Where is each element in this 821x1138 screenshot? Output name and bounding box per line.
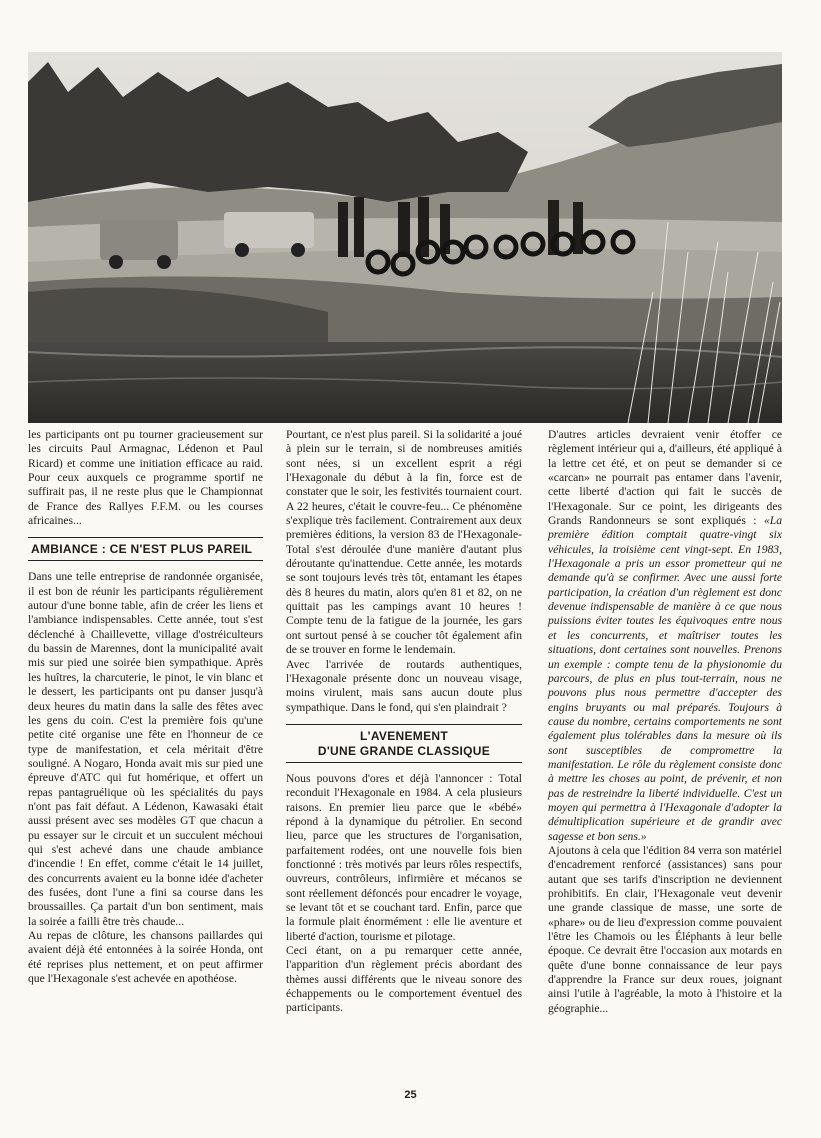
- paragraph: Ajoutons à cela que l'édition 84 verra son matériel d'encadrement renforcé (assistances) sans pour autant que ses tarifs d'inscription ne deviennent prohibitifs. En clair, l'Hexagonale veut devenir une grande classique de masse, une sorte de «phare» ou de lieu d'expression comme pouvaient l'être les Chamois ou les Éléphants à leur belle époque. Ce devrait être l'occasion aux motards en quête d'une bonne connaissance de leur pays d'apprendre la France sur deux roues, joignant ainsi l'utile à l'agréable, la moto à l'histoire et la géographie...: [548, 843, 782, 1015]
- paragraph: Au repas de clôture, les chansons paillardes qui avaient déjà été entonnées à la soirée Honda, ont été reprises plus nettement, et on peut affirmer que l'Hexagonale s'est achevée en apothéose.: [28, 929, 263, 986]
- heading-line: L'AVENEMENT: [360, 728, 448, 743]
- paragraph: Dans une telle entreprise de randonnée organisée, il est bon de réunir les participants régulièrement autour d'une bonne table, afin de créer les liens et l'ambiance indispensables. Cette année, tout s'est déclenché à Chaillevette, village d'ostréiculteurs du bassin de Marennes, dont la municipalité avait mis sur pied une soirée bien sympathique. Après les huîtres, la charcuterie, le pinot, le vin blanc et le dessert, les participants ont pu danser jusqu'à deux heures du matin dans la salle des fêtes avec les gens du coin. C'est la première fois qu'une petite cité organise une fête en l'honneur de ce type de manifestation, et cela méritait d'être souligné. A Nogaro, Honda avait mis sur pied une épreuve d'ATC qui fut homérique, et offert un repas pantagruélique où les spécialités du pays n'ont pas fait défaut. A Lédenon, Kawasaki était aussi présent avec ses modèles GT que chacun a pu essayer sur le circuit et un succulent méchoui qui s'est achevé dans une chaude ambiance d'incendie ! En effet, comme c'était le 14 juillet, des concurrents avaient eu la bonne idée d'acheter des fusées, dont l'une a fini sa course dans les broussailles. Ça partait d'un bon sentiment, mais la soirée a failli être très chaude...: [28, 570, 263, 928]
- paragraph-text: D'autres articles devraient venir étoffer ce règlement intérieur qui a, d'ailleurs, été appliqué à la lettre cet été, et on peut se demander si ce «carcan» ne pourrait pas entamer dans l'avenir, cette liberté d'action qui fait le succès de l'Hexagonale. Sur ce point, les dirigeants des Grands Randonneurs se sont expliqués :: [548, 428, 782, 528]
- paragraph: Nous pouvons d'ores et déjà l'annoncer : Total reconduit l'Hexagonale en 1984. A cela plusieurs raisons. En premier lieu parce que le «bébé» répond à la dynamique du pétrolier. En second lieu, parce que les structures de l'organisation, parfaitement rodées, ont une nouvelle fois bien fonctionné : très motivés par leurs rôles respectifs, ouvreurs, contrôleurs, infirmière et mécanos se sont réellement défoncés pour encadrer le voyage, se levant tôt et se couchant tard. Enfin, parce que la formule plait énormément : elle lie aventure et liberté d'action, tourisme et pilotage.: [286, 771, 522, 943]
- heading-line: D'UNE GRANDE CLASSIQUE: [317, 743, 491, 758]
- column-1: [28, 428, 263, 986]
- article-photo: [28, 52, 782, 423]
- section-heading-ambiance: AMBIANCE : CE N'EST PLUS PAREIL: [28, 537, 263, 561]
- column-3: [548, 428, 782, 1016]
- page-number: 25: [404, 1089, 417, 1101]
- photo-motorcycles-landscape-icon: [28, 52, 782, 423]
- paragraph: Pourtant, ce n'est plus pareil. Si la solidarité a joué à plein sur le terrain, si de nombreuses amitiés sont nées, si un excellent esprit a régi l'Hexagonale du début à la fin, force est de constater que le soir, les festivités tournaient court. A 22 heures, c'était le couvre-feu... Ce phénomène s'explique très facilement. Contrairement aux deux premières éditions, la version 83 de l'Hexagonale-Total s'est déroulée d'une manière d'autant plus déroutante qu'inattendue. Cette année, les motards se sont toujours levés très tôt, entamant les étapes dès 8 heures du matin, alors qu'en 81 et 82, on ne quittait pas les campings avant 10 heures ! Compte tenu de la fatigue de la journée, les gars ont surtout pensé à se coucher tôt également afin de se trouver en forme le lendemain.: [286, 428, 522, 657]
- quote-text: «La première édition comptait quatre-vingt six véhicules, la troisième cent vingt-sept. En 1983, l'Hexagonale a pris un essor prometteur qui ne demande qu'à se confirmer. Avec une aussi forte participation, la création d'un règlement est donc devenue indispensable de manière à ce que nous puissions éviter toutes les équivoques entre nous et les concurrents, et maîtriser toutes les situations, dont certaines sont nouvelles. Prenons un exemple : compte tenu de la physionomie du parcours, de plus en plus tout-terrain, nous ne pouvons plus nous permettre d'accepter des engins bruyants ou mal préparés. Toujours à cause du nombre, certains comportements ne sont également plus tolérables dans la mesure où ils sont susceptibles de compromettre la manifestation. Le rôle du règlement consiste donc à mettre les choses au point, de prévenir, et non pas de restreindre la liberté individuelle. C'est un moyen qui permettra à l'Hexagonale d'adopter la démultiplication supérieure et de grandir avec sagesse et bon sens.»: [548, 514, 783, 843]
- paragraph: les participants ont pu tourner gracieusement sur les circuits Paul Armagnac, Lédenon et Paul Ricard) et comme une initiation efficace au raid. Pour ceux auxquels ce programme sportif ne suffirait pas, il ne reste plus que le Championnat de France des Rallyes F.F.M. ou les courses africaines...: [28, 428, 263, 528]
- paragraph: Ceci étant, on a pu remarquer cette année, l'apparition d'un règlement précis abordant des thèmes aussi différents que le niveau sonore des échappements ou le comportement éventuel des participants.: [286, 944, 522, 1015]
- section-heading-avenement: [286, 724, 522, 763]
- paragraph: [548, 428, 782, 844]
- paragraph: Avec l'arrivée de routards authentiques, l'Hexagonale présente donc un nouveau visage, moins virulent, mais sans aucun doute plus sympathique. Dans le fond, qui s'en plaindrait ?: [286, 657, 522, 714]
- column-2: [286, 428, 522, 1016]
